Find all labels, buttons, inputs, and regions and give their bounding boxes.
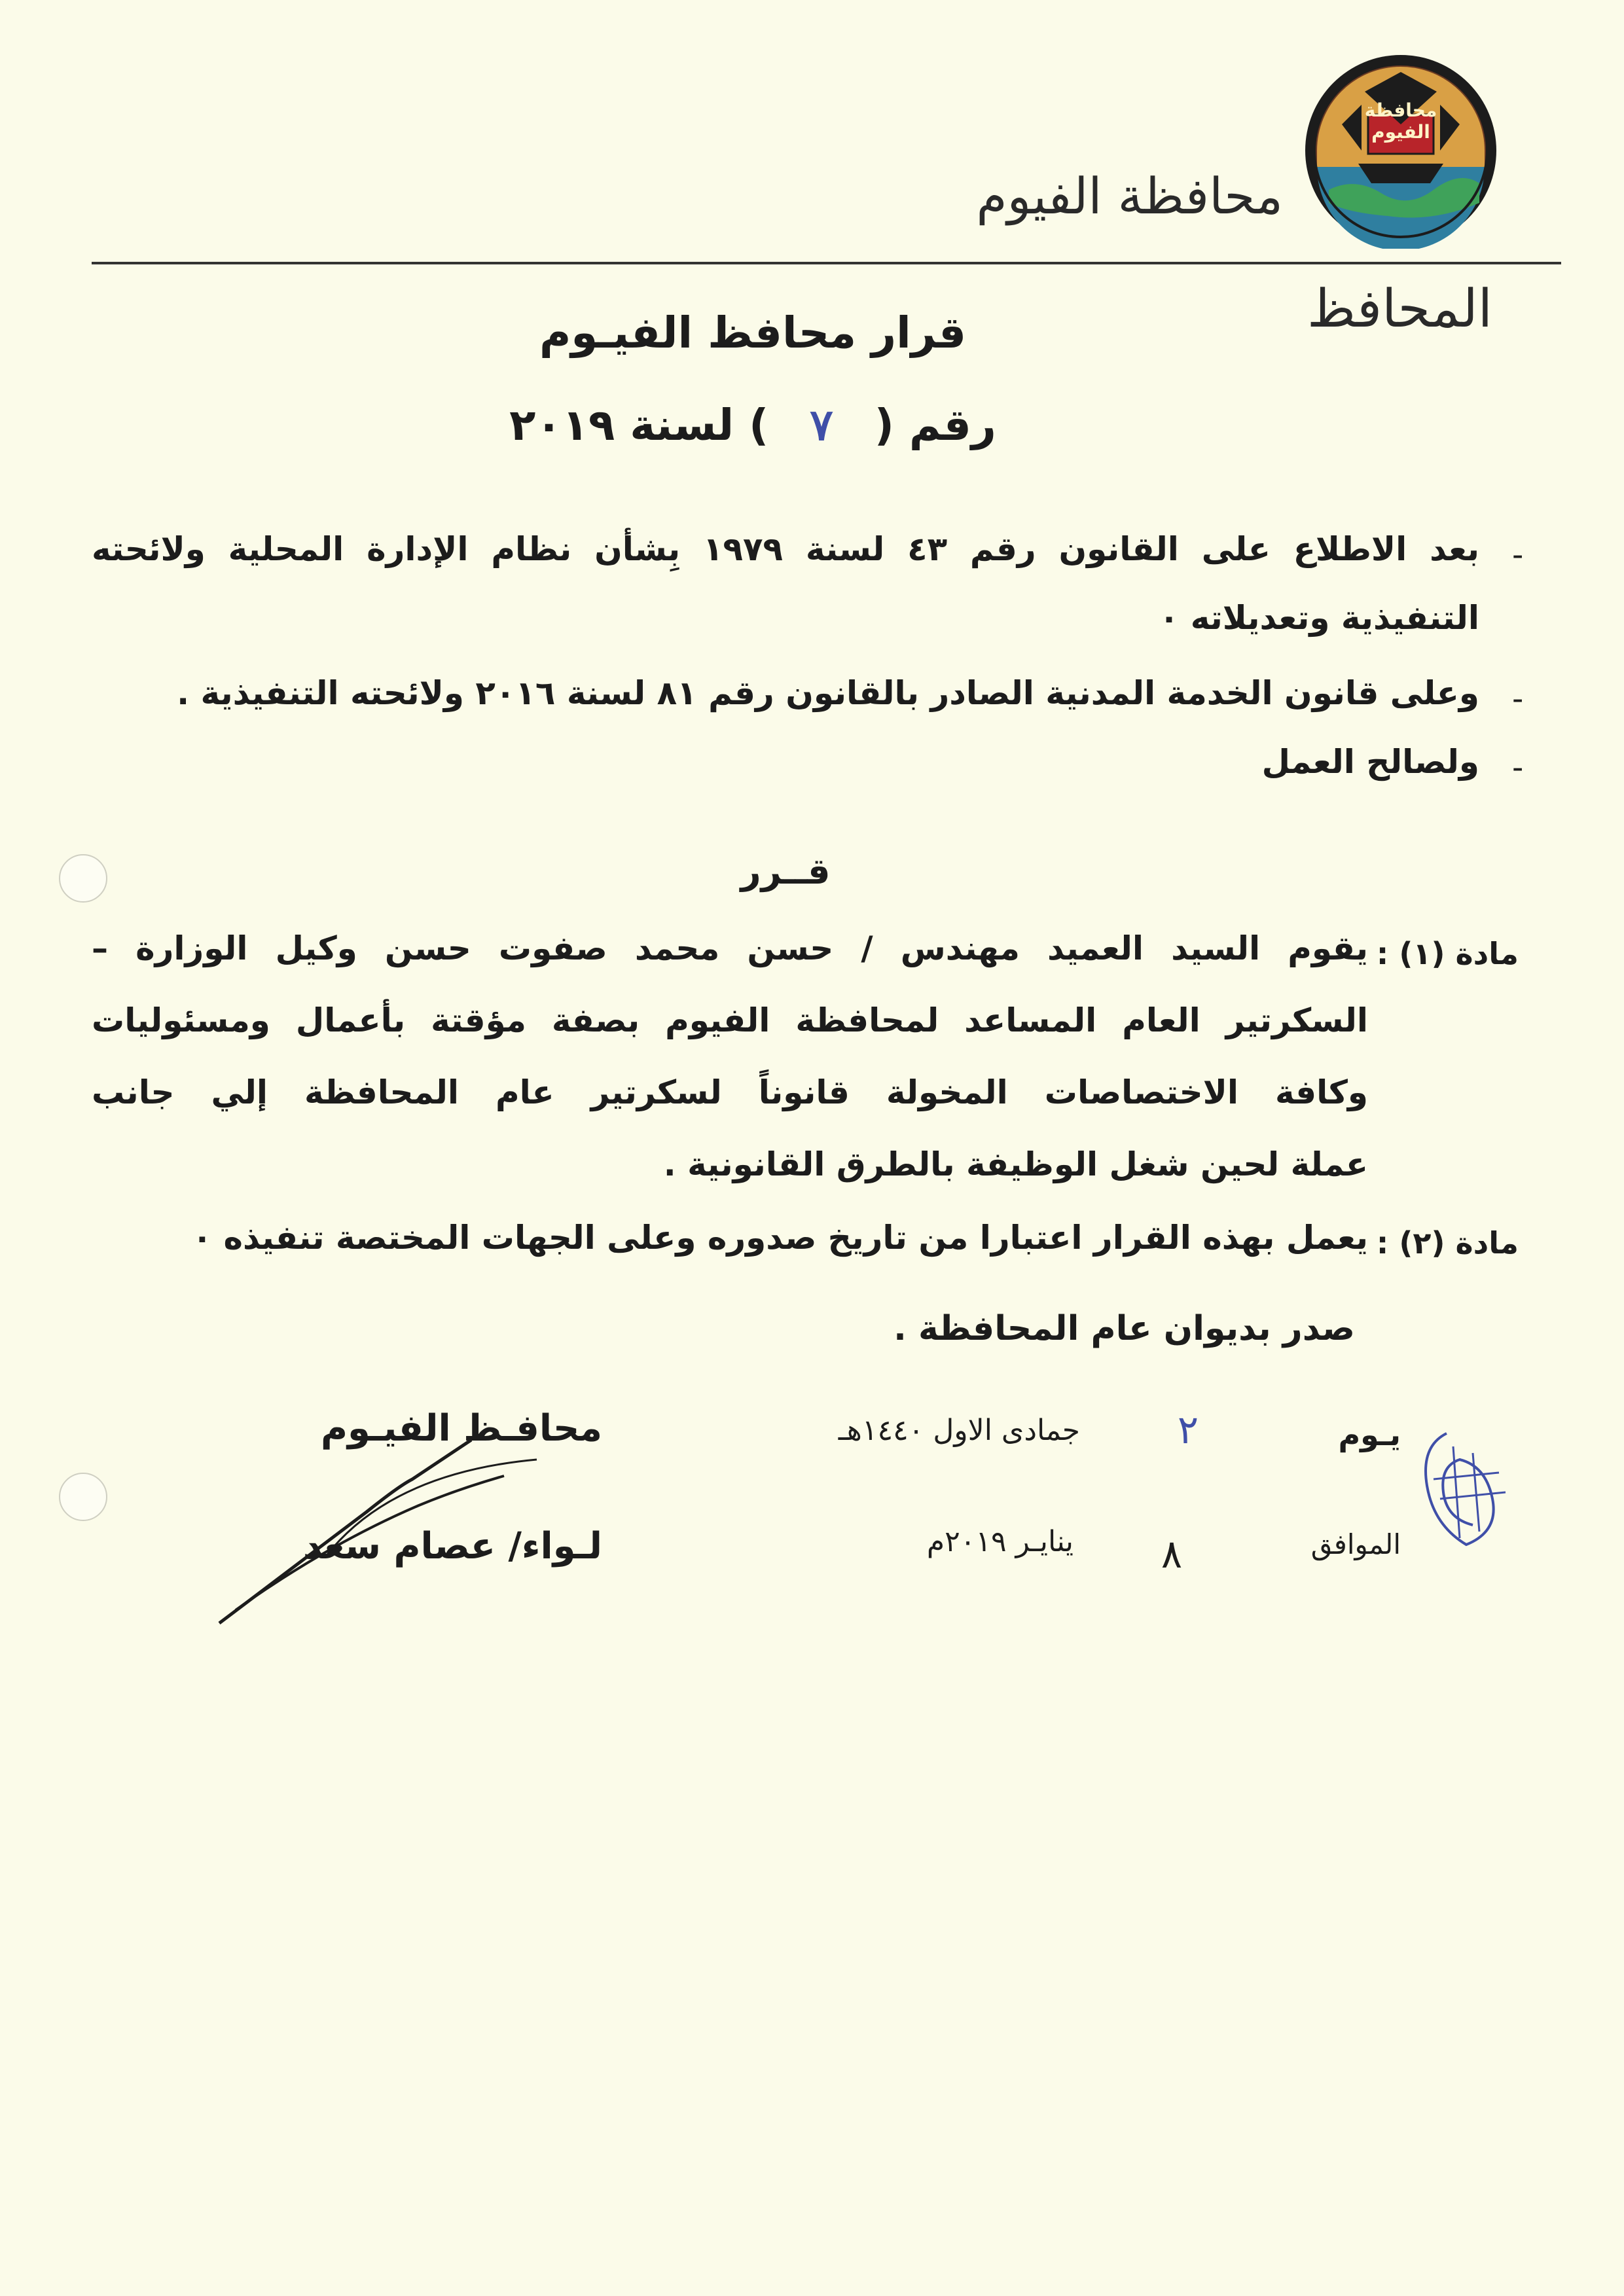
hijri-date: جمادى الاول ١٤٤٠هـ xyxy=(838,1414,1080,1447)
decision-title: قرار محافظ الفيـوم xyxy=(539,308,967,358)
preamble-line-3: وعلى قانون الخدمة المدنية الصادر بالقانون رقم ٨١ لسنة ٢٠١٦ ولائحته التنفيذية . xyxy=(177,674,1479,712)
punch-hole-top xyxy=(59,854,107,903)
decides-heading: قــرر xyxy=(740,851,831,892)
corresponding-label: الموافق xyxy=(1310,1528,1401,1560)
article-1-line-4: عملة لحين شغل الوظيفة بالطرق القانونية . xyxy=(663,1145,1368,1183)
gregorian-day: ٨ xyxy=(1161,1532,1183,1577)
article-2-text: يعمل بهذه القرار اعتبارا من تاريخ صدوره وعلى الجهات المختصة تنفيذه ٠ xyxy=(192,1219,1368,1257)
governorate-name: محافظة الفيوم xyxy=(976,167,1283,225)
initials-scribble-icon xyxy=(1407,1420,1519,1558)
signature-title: محافـظ الفيـوم xyxy=(320,1407,602,1450)
preamble-bullet-3: - xyxy=(1512,749,1524,786)
decision-number-line xyxy=(458,399,1047,450)
decision-number: ٧ xyxy=(810,399,833,450)
gregorian-date: ينايـر ٢٠١٩م xyxy=(926,1525,1074,1558)
preamble-bullet-1: - xyxy=(1512,537,1524,573)
signature-name: لـواء/ عصام سعد xyxy=(302,1525,602,1568)
logo-caption: محافظة الفيوم xyxy=(1364,99,1437,143)
number-prefix: رقم ( xyxy=(874,400,996,450)
number-suffix: ) لسنة ٢٠١٩ xyxy=(509,400,769,450)
punch-hole-bottom xyxy=(59,1473,107,1521)
preamble-line-1: بعد الاطلاع على القانون رقم ٤٣ لسنة ١٩٧٩ بِشأن نظام الإدارة المحلية ولائحته xyxy=(92,530,1479,568)
office-label: المحافظ xyxy=(1307,278,1492,339)
article-1-line-2: السكرتير العام المساعد لمحافظة الفيوم بصفة مؤقتة بأعمال ومسئوليات xyxy=(92,1001,1368,1039)
header-divider xyxy=(92,262,1561,264)
preamble-line-2: التنفيذية وتعديلاته ٠ xyxy=(1159,599,1479,637)
handwritten-signature-icon xyxy=(196,1414,563,1630)
issued-statement: صدر بديوان عام المحافظة . xyxy=(893,1309,1355,1348)
article-1-line-1: يقوم السيد العميد مهندس / حسن محمد صفوت حسن وكيل الوزارة – xyxy=(92,929,1368,967)
preamble-line-4: ولصالح العمل xyxy=(1261,743,1479,781)
governorate-logo-icon xyxy=(1303,52,1499,249)
article-1-line-3: وكافة الاختصاصات المخولة قانوناً لسكرتير عام المحافظة إلي جانب xyxy=(92,1073,1368,1111)
day-value: ٢ xyxy=(1177,1407,1199,1453)
day-label: يـوم xyxy=(1338,1417,1401,1452)
article-2-label: مادة (٢) : xyxy=(1376,1225,1519,1261)
preamble-bullet-2: - xyxy=(1512,681,1524,717)
article-1-label: مادة (١) : xyxy=(1376,936,1519,971)
